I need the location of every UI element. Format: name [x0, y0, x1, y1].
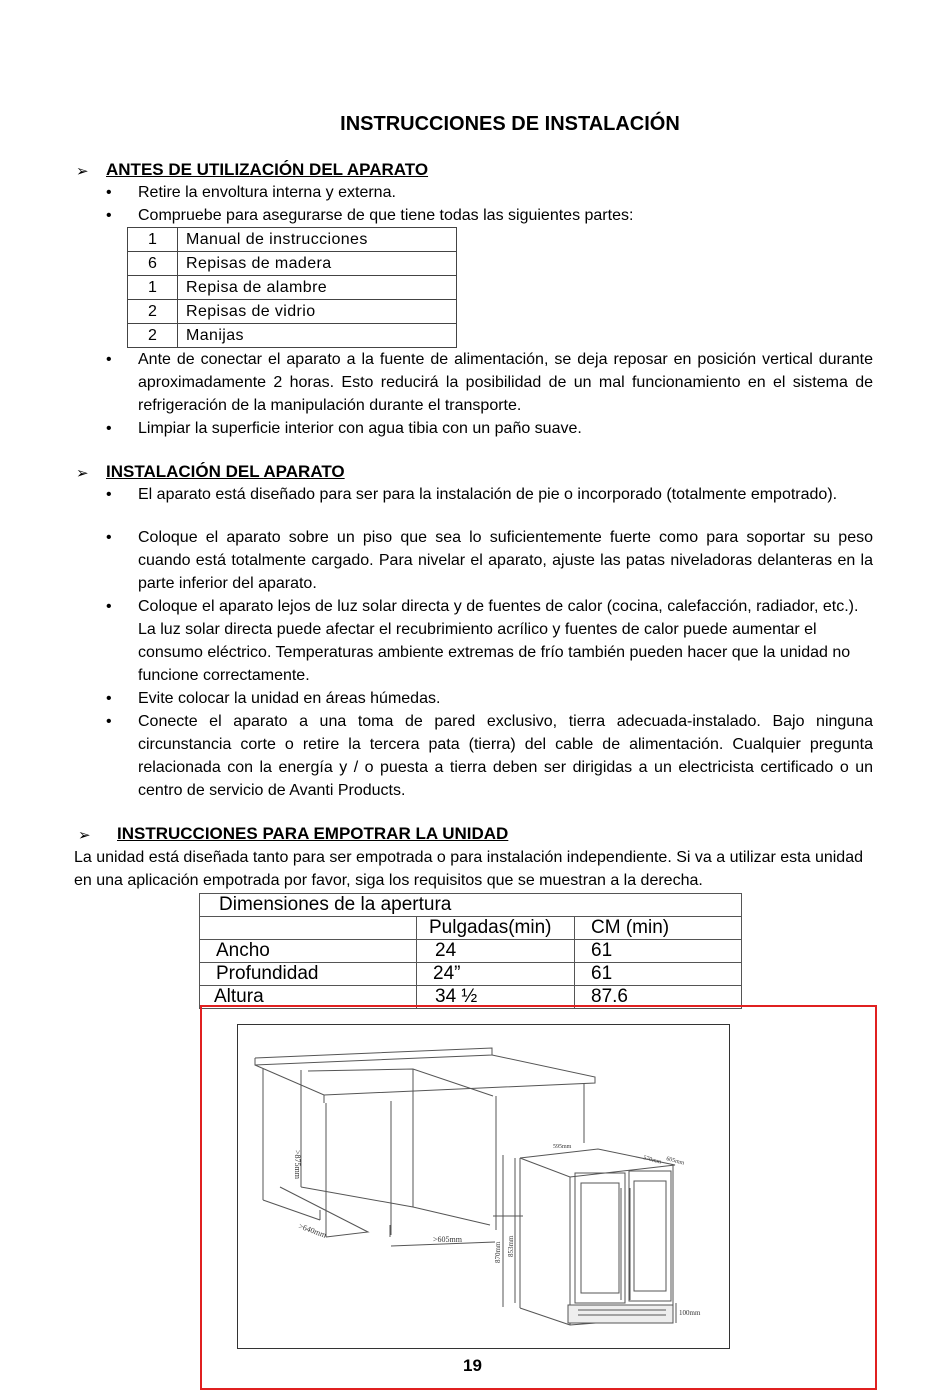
dim-label: Altura [200, 986, 417, 1009]
dim-label: Ancho [200, 940, 417, 963]
part-name: Repisa de alambre [178, 276, 457, 300]
bullet-text: Compruebe para asegurarse de que tiene todas las siguientes partes: [138, 207, 634, 224]
dim-cm: 61 [575, 940, 742, 963]
dimension-label: >605mm [433, 1235, 462, 1244]
bullet-text: Coloque el aparato sobre un piso que sea lo suficientemente fuerte como para soportar su peso cuando está totalmente cargado. Para nivelar el aparato, ajuste las patas niveladoras delanteras en la parte inferior del aparato. [138, 529, 873, 592]
page-number: 19 [463, 1356, 482, 1375]
table-row [128, 324, 457, 348]
intro-text: La unidad está diseñada tanto para ser empotrada o para instalación independiente. Si va a utilizar esta unidad en una aplicación empotrada por favor, siga los requisitos que se muestran a la derecha. [74, 849, 863, 889]
dimension-label: 870mm [494, 1241, 502, 1263]
part-name: Repisas de vidrio [178, 300, 457, 324]
bullet-icon: • [106, 420, 112, 437]
opening-dimensions-table [199, 893, 742, 1009]
bullet-text: Retire la envoltura interna y externa. [138, 184, 396, 201]
bullet-text: Ante de conectar el aparato a la fuente de alimentación, se deja reposar en posición vertical durante aproximadamente 2 horas. Esto reducirá la posibilidad de un mal funcionamiento en el sistema de refrigeración de la manipulación durante el transporte. [138, 351, 873, 414]
bullet-text: Evite colocar la unidad en áreas húmedas. [138, 690, 441, 707]
bullet-icon: • [106, 351, 112, 368]
bullet-text: El aparato está diseñado para ser para la instalación de pie o incorporado (totalmente empotrado). [138, 486, 838, 503]
table-header-row [200, 917, 742, 940]
table-row [200, 940, 742, 963]
bullet-icon: • [106, 690, 112, 707]
table-row [128, 300, 457, 324]
parts-table [127, 227, 457, 348]
bullet-icon: • [106, 486, 112, 503]
part-qty: 1 [128, 276, 178, 300]
bullet-text: Conecte el aparato a una toma de pared exclusivo, tierra adecuada-instalado. Bajo ninguna circunstancia corte o retire la tercera pata (tierra) del cable de alimentación. Cualquier pregunta relacionada con la energía y / o puesta a tierra deben ser dirigidas a un electricista certificado o un centro de servicio de Avanti Products. [138, 713, 873, 799]
part-qty: 6 [128, 252, 178, 276]
bullet-text: Coloque el aparato lejos de luz solar directa y de fuentes de calor (cocina, calefacción, radiador, etc.). La luz solar directa puede afectar el recubrimiento acrílico y fuentes de calor puede aumentar el consumo eléctrico. Temperaturas ambiente extremas de frío también pueden hacer que la unidad no funcione correctamente. [138, 598, 859, 684]
dimension-label: 605mm [665, 1156, 685, 1167]
dim-inches: 34 ½ [417, 986, 575, 1009]
arrow-bullet-icon: ➢ [76, 163, 89, 180]
table-row [128, 252, 457, 276]
bullet-text: Limpiar la superficie interior con agua tibia con un paño suave. [138, 420, 582, 437]
dimension-label: 570mm [642, 1155, 662, 1166]
dim-cm: 61 [575, 963, 742, 986]
table-title: Dimensiones de la apertura [200, 894, 742, 917]
table-row [128, 228, 457, 252]
dimension-label: >640mm [297, 1221, 328, 1240]
table-row [200, 963, 742, 986]
section-heading-installation: INSTALACIÓN DEL APARATO [106, 462, 345, 481]
table-row [128, 276, 457, 300]
part-name: Manual de instrucciones [178, 228, 457, 252]
dim-inches: 24 [417, 940, 575, 963]
part-name: Manijas [178, 324, 457, 348]
part-qty: 2 [128, 300, 178, 324]
header-cell: CM (min) [575, 917, 742, 940]
page-title: INSTRUCCIONES DE INSTALACIÓN [340, 113, 680, 135]
bullet-icon: • [106, 529, 112, 546]
arrow-bullet-icon: ➢ [78, 827, 91, 844]
bullet-icon: • [106, 184, 112, 201]
bullet-icon: • [106, 713, 112, 730]
section-heading-before-use: ANTES DE UTILIZACIÓN DEL APARATO [106, 160, 429, 179]
arrow-bullet-icon: ➢ [76, 465, 89, 482]
header-cell [200, 917, 417, 940]
part-name: Repisas de madera [178, 252, 457, 276]
part-qty: 1 [128, 228, 178, 252]
dimension-label: 595mm [553, 1144, 572, 1150]
dimension-label: 853mm [507, 1235, 515, 1257]
dimension-label: 100mm [679, 1309, 701, 1317]
header-cell: Pulgadas(min) [417, 917, 575, 940]
bullet-icon: • [106, 598, 112, 615]
installation-diagram [237, 1024, 730, 1349]
section-heading-built-in: INSTRUCCIONES PARA EMPOTRAR LA UNIDAD [117, 824, 509, 843]
dim-label: Profundidad [200, 963, 417, 986]
dim-inches: 24” [417, 963, 575, 986]
part-qty: 2 [128, 324, 178, 348]
bullet-icon: • [106, 207, 112, 224]
dimension-label: >875mm [293, 1150, 302, 1179]
dim-cm: 87.6 [575, 986, 742, 1009]
